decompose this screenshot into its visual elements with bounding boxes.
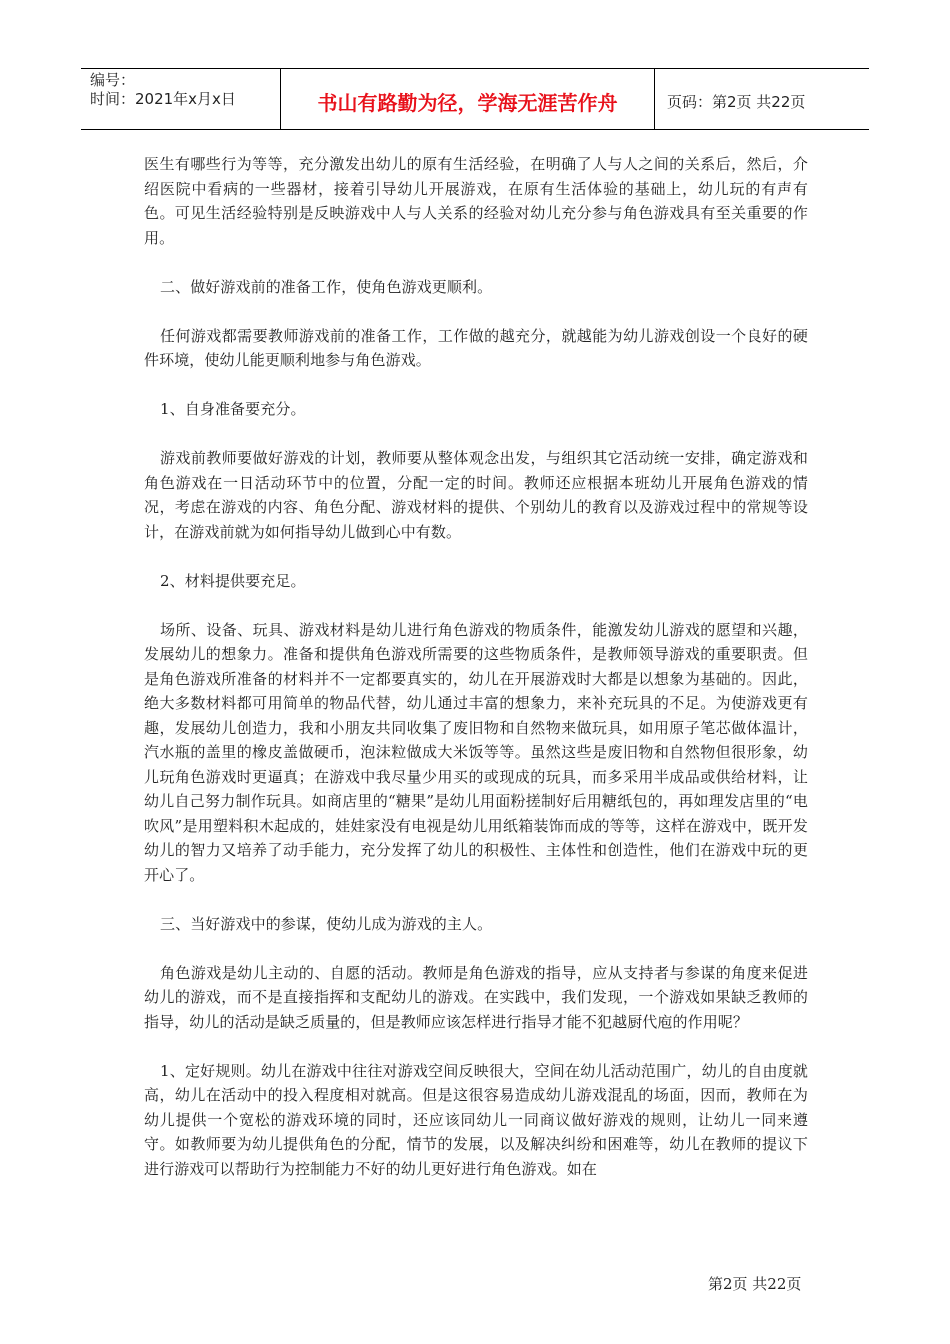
section-heading-2: 二、做好游戏前的准备工作，使角色游戏更顺利。 (160, 277, 493, 296)
paragraph: 场所、设备、玩具、游戏材料是幼儿进行角色游戏的物质条件，能激发幼儿游戏的愿望和兴趣，发展幼儿的想象力。准备和提供角色游戏所需要的这些物质条件，是教师领导游戏的重要职责。但是角色游戏所准备的材料并不一定都要真实的，幼儿在开展游戏时大都是以想象为基础的。因此，绝大多数材料都可用简单的物品代替，幼儿通过丰富的想象力，来补充玩具的不足。为使游戏更有趣，发展幼儿创造力，我和小朋友共同收集了废旧物和自然物来做玩具，如用原子笔芯做体温计，汽水瓶的盖里的橡皮盖做硬币，泡沫粒做成大米饭等等。虽然这些是废旧物和自然物但很形象，幼儿玩角色游戏时更逼真；在游戏中我尽量少用买的或现成的玩具，而多采用半成品或供给材料，让幼儿自己努力制作玩具。如商店里的“糖果”是幼儿用面粉搓制好后用糖纸包的，再如理发店里的“电吹风”是用塑料积木起成的，娃娃家没有电视是幼儿用纸箱装饰而成的等等，这样在游戏中，既开发幼儿的智力又培养了动手能力，充分发挥了幼儿的积极性、主体性和创造性，他们在游戏中玩的更开心了。 (144, 620, 808, 884)
paragraph-continued: 医生有哪些行为等等，充分激发出幼儿的原有生活经验，在明确了人与人之间的关系后，然后，介绍医院中看病的一些器材，接着引导幼儿开展游戏，在原有生活体验的基础上，幼儿玩的有声有色。可见生活经验特别是反映游戏中人与人关系的经验对幼儿充分参与角色游戏具有至关重要的作用。 (144, 155, 808, 247)
time-label: 时间：2021年x月x日 (90, 90, 236, 108)
paragraph: 游戏前教师要做好游戏的计划，教师要从整体观念出发，与组织其它活动统一安排，确定游戏和角色游戏在一日活动环节中的位置，分配一定的时间。教师还应根据本班幼儿开展角色游戏的情况，考虑在游戏的内容、角色分配、游戏材料的提供、个别幼儿的教育以及游戏过程中的常规等设计，在游戏前就为如何指导幼儿做到心中有数。 (144, 449, 808, 541)
paragraph: 任何游戏都需要教师游戏前的准备工作，工作做的越充分，就越能为幼儿游戏创设一个良好的硬件环境，使幼儿能更顺利地参与角色游戏。 (144, 326, 808, 369)
header-table (81, 68, 869, 130)
page-label: 页码：第2页 共22页 (667, 92, 806, 111)
subheading-1: 1、自身准备要充分。 (160, 400, 306, 418)
document-body (144, 152, 808, 1206)
section-heading-3: 三、当好游戏中的参谋，使幼儿成为游戏的主人。 (160, 914, 493, 933)
paragraph: 1、定好规则。幼儿在游戏中往往对游戏空间反映很大，空间在幼儿活动范围广，幼儿的自由度就高，幼儿在活动中的投入程度相对就高。但是这很容易造成幼儿游戏混乱的场面，因而，教师在为幼儿提供一个宽松的游戏环境的同时，还应该同幼儿一同商议做好游戏的规则，让幼儿一同来遵守。如教师要为幼儿提供角色的分配，情节的发展，以及解决纠纷和困难等，幼儿在教师的提议下进行游戏可以帮助行为控制能力不好的幼儿更好进行角色游戏。如在 (144, 1061, 808, 1178)
number-label: 编号： (90, 71, 136, 89)
footer-page-number: 第2页 共22页 (708, 1275, 802, 1293)
paragraph: 角色游戏是幼儿主动的、自愿的活动。教师是角色游戏的指导，应从支持者与参谋的角度来促进幼儿的游戏，而不是直接指挥和支配幼儿的游戏。在实践中，我们发现，一个游戏如果缺乏教师的指导，幼儿的活动是缺乏质量的，但是教师应该怎样进行指导才能不犯越厨代庖的作用呢？ (144, 963, 808, 1031)
subheading-2: 2、材料提供要充足。 (160, 571, 306, 590)
page-footer (708, 1273, 801, 1294)
motto-cell (281, 69, 655, 129)
page-label-cell (655, 69, 869, 129)
header-info-cell (81, 69, 281, 129)
motto-text: 书山有路勤为径，学海无涯苦作舟 (317, 90, 618, 115)
